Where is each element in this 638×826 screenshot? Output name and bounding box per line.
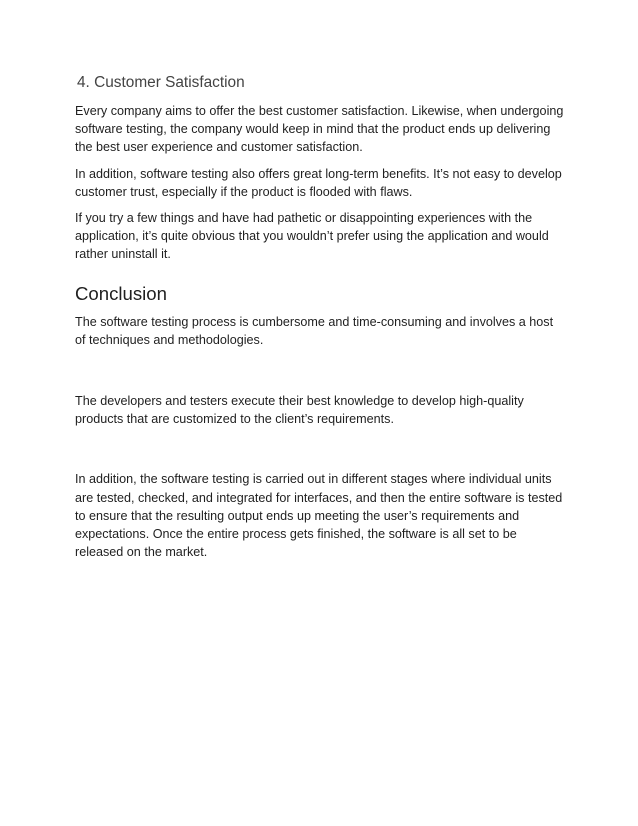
section-subheading: 4. Customer Satisfaction xyxy=(77,74,245,91)
body-paragraph: Every company aims to offer the best customer satisfaction. Likewise, when undergoing software testing, the company would keep in mind that the product ends up delivering the best user experience and customer satisfaction. xyxy=(75,104,564,155)
conclusion-paragraph: In addition, the software testing is carried out in different stages where individual units are tested, checked, and integrated for interfaces, and then the entire software is tested to ensure that the resulting output ends up meeting the user’s requirements and expectations. Once the entire process gets finished, the software is all set to be released on the market. xyxy=(75,472,563,560)
conclusion-heading: Conclusion xyxy=(75,282,167,304)
page-content xyxy=(75,74,565,561)
conclusion-paragraph: The software testing process is cumbersome and time-consuming and involves a host of techniques and methodologies. xyxy=(75,314,554,347)
body-paragraph: In addition, software testing also offers great long-term benefits. It’s not easy to develop customer trust, especially if the product is flooded with flaws. xyxy=(75,166,562,199)
conclusion-paragraph: The developers and testers execute their best knowledge to develop high-quality products that are customized to the client’s requirements. xyxy=(75,394,524,427)
body-paragraph: If you try a few things and have had pathetic or disappointing experiences with the application, it’s quite obvious that you wouldn’t prefer using the application and would rather uninstall it. xyxy=(75,211,549,262)
